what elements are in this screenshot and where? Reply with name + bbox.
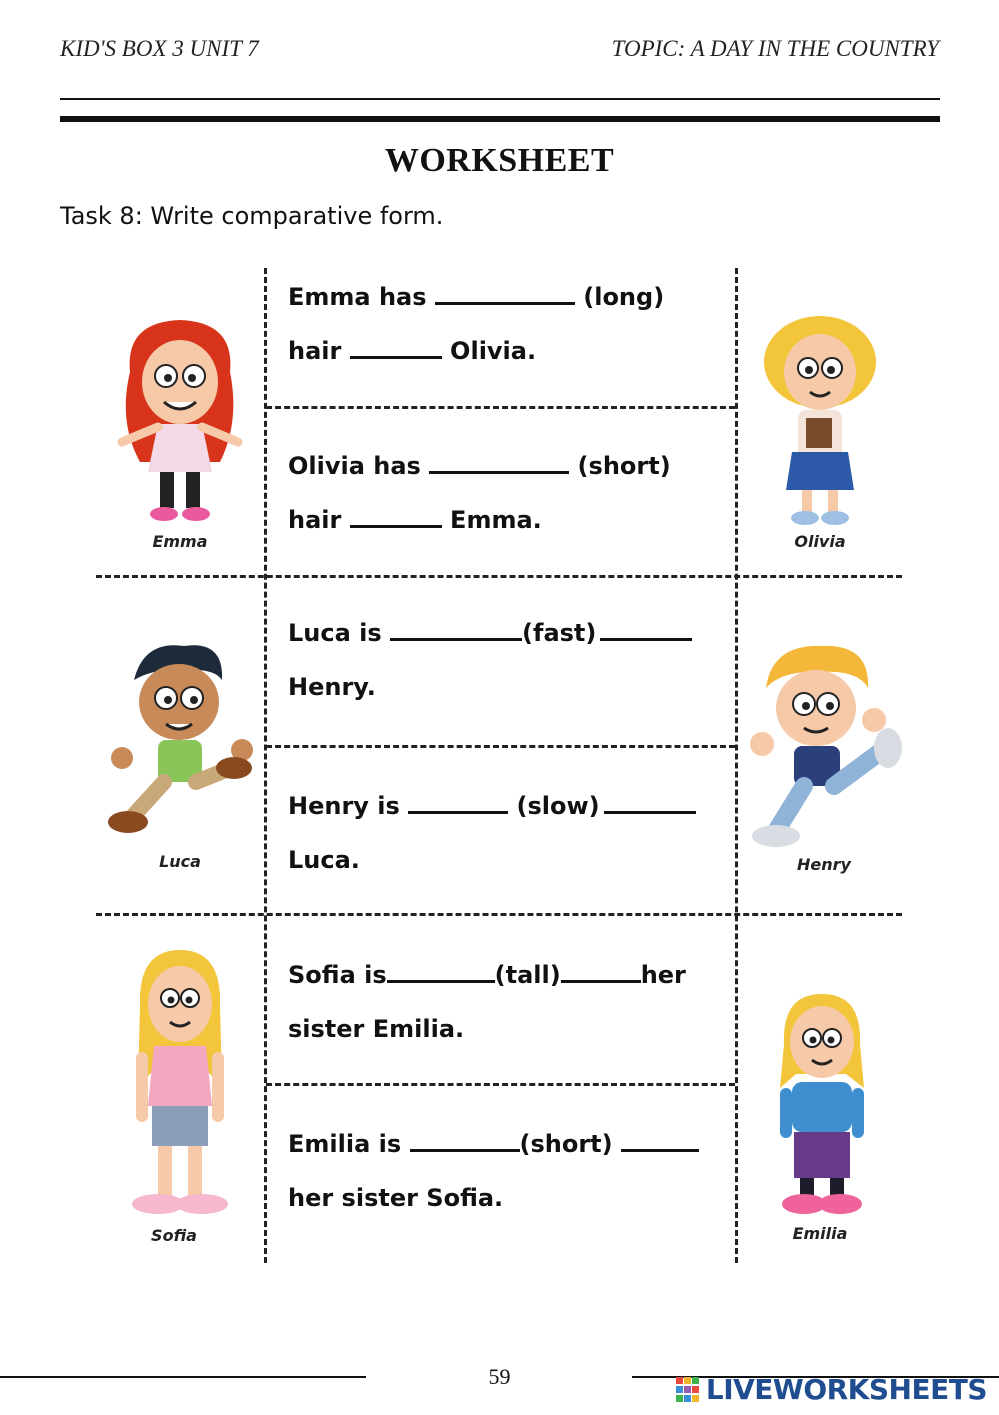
answer-blank[interactable] xyxy=(435,299,575,305)
answer-blank[interactable] xyxy=(390,635,522,641)
answer-blank[interactable] xyxy=(387,977,495,983)
grid-line-row3-mid xyxy=(266,1083,735,1086)
name-label-emma: Emma xyxy=(152,532,208,551)
answer-blank[interactable] xyxy=(600,635,692,641)
header-right: TOPIC: A DAY IN THE COUNTRY xyxy=(611,36,939,61)
sentence-olivia xyxy=(288,439,728,547)
sentence-text: Luca is xyxy=(288,619,391,647)
sentence-text: (short) xyxy=(519,1130,621,1158)
olivia-illustration xyxy=(750,312,890,532)
header-left: KID'S BOX 3 UNIT 7 xyxy=(60,36,259,61)
luca-illustration xyxy=(104,640,264,850)
answer-blank[interactable] xyxy=(604,808,696,814)
grid-line-row-sep-2 xyxy=(96,913,902,916)
name-label-sofia: Sofia xyxy=(151,1226,197,1245)
answer-blank[interactable] xyxy=(621,1146,699,1152)
sentence-emilia xyxy=(288,1117,728,1225)
task-instruction: Task 8: Write comparative form. xyxy=(60,202,444,230)
sentence-text: Emma has xyxy=(288,283,435,311)
sentence-text: Emilia is xyxy=(288,1130,410,1158)
sentence-text: Henry. xyxy=(288,673,376,701)
sentence-luca xyxy=(288,606,728,714)
grid-line-row-sep-1 xyxy=(96,575,902,578)
sentence-emma xyxy=(288,270,728,378)
sentence-sofia xyxy=(288,948,728,1056)
sentence-text: hair xyxy=(288,337,350,365)
answer-blank[interactable] xyxy=(429,468,569,474)
sentence-henry xyxy=(288,779,728,887)
answer-blank[interactable] xyxy=(408,808,508,814)
sentence-text: Olivia has xyxy=(288,452,430,480)
name-label-olivia: Olivia xyxy=(794,532,846,551)
sofia-illustration xyxy=(118,946,242,1226)
henry-illustration xyxy=(742,640,907,855)
header-rule-thick xyxy=(60,116,940,122)
sentence-text: Henry is xyxy=(288,792,409,820)
sentence-text: hair xyxy=(288,506,350,534)
grid-line-row1-mid xyxy=(266,406,735,409)
sentence-text: (fast) xyxy=(522,619,597,647)
emilia-illustration xyxy=(766,988,878,1224)
sentence-text: (long) xyxy=(574,283,665,311)
sentence-text: Emma. xyxy=(441,506,542,534)
name-label-henry: Henry xyxy=(797,855,851,874)
name-label-emilia: Emilia xyxy=(792,1224,848,1243)
page-title: WORKSHEET xyxy=(384,142,615,179)
liveworksheets-logo[interactable] xyxy=(676,1373,987,1406)
name-label-luca: Luca xyxy=(159,852,201,871)
sentence-text: (tall) xyxy=(494,961,561,989)
sentence-text: Luca. xyxy=(288,846,360,874)
grid-line-row2-mid xyxy=(266,745,735,748)
sentence-text: (short) xyxy=(569,452,671,480)
sentence-text: (slow) xyxy=(508,792,600,820)
grid-line-left xyxy=(264,268,267,1263)
grid-line-right xyxy=(735,268,738,1263)
liveworksheets-icon xyxy=(676,1377,700,1403)
emma-illustration xyxy=(100,312,260,532)
sentence-text: Sofia is xyxy=(288,961,387,989)
answer-blank[interactable] xyxy=(350,353,442,359)
page-number: 59 xyxy=(488,1364,511,1389)
brand-name: LIVEWORKSHEETS xyxy=(705,1373,987,1406)
answer-blank[interactable] xyxy=(561,977,641,983)
sentence-text: her sister Sofia. xyxy=(288,1184,504,1212)
header-rule-thin xyxy=(60,98,940,100)
answer-blank[interactable] xyxy=(410,1146,520,1152)
sentence-text: her xyxy=(640,961,686,989)
sentence-text: Olivia. xyxy=(441,337,537,365)
answer-blank[interactable] xyxy=(350,522,442,528)
sentence-text: sister Emilia. xyxy=(288,1015,465,1043)
